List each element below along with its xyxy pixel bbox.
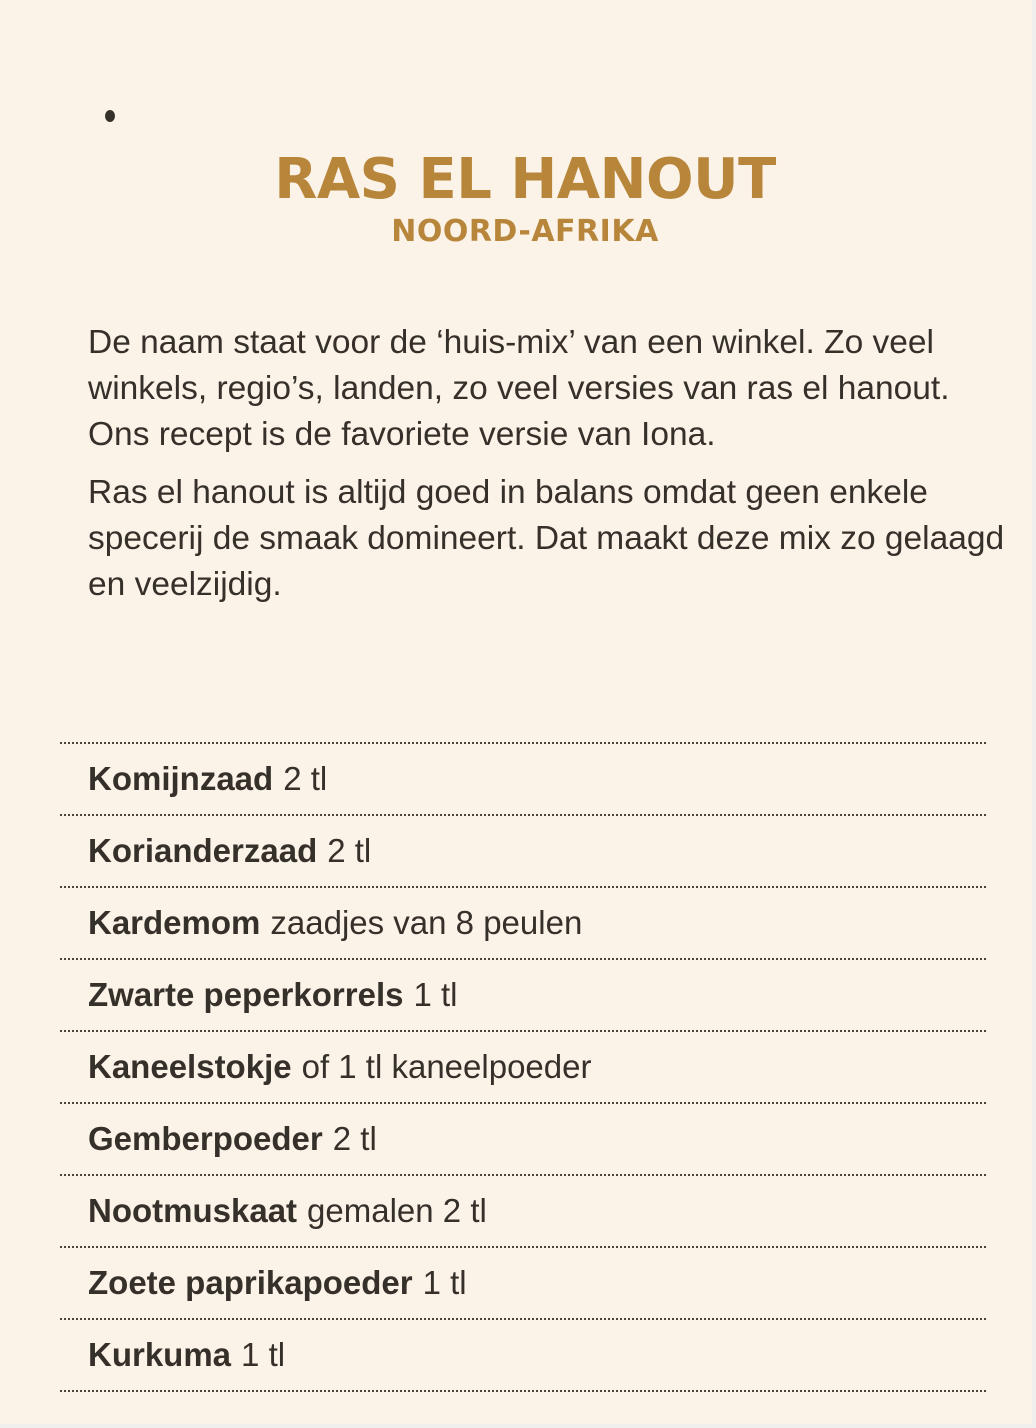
ingredient-amount: 2 tl [332, 1120, 377, 1157]
recipe-title: RAS EL HANOUT [274, 147, 776, 212]
ingredient-item [60, 816, 986, 888]
ingredient-list [60, 742, 986, 1392]
recipe-intro [88, 320, 1008, 620]
ingredient-amount: 1 tl [241, 1336, 286, 1373]
ingredient-item [60, 1248, 986, 1320]
ingredient-item [60, 960, 986, 1032]
ingredient-amount: 1 tl [413, 976, 458, 1013]
bullet-dot [105, 110, 115, 122]
ingredient-name: Korianderzaad [88, 832, 318, 869]
ingredient-amount: 1 tl [422, 1264, 467, 1301]
ingredient-amount: gemalen 2 tl [307, 1192, 487, 1229]
ingredient-name: Nootmuskaat [88, 1192, 298, 1229]
ingredient-name: Kaneelstokje [88, 1048, 292, 1085]
ingredient-name: Kurkuma [88, 1336, 232, 1373]
ingredient-item [60, 1176, 986, 1248]
ingredient-name: Kardemom [88, 904, 261, 941]
ingredient-name: Gemberpoeder [88, 1120, 323, 1157]
ingredient-item [60, 1104, 986, 1176]
ingredient-amount: 2 tl [283, 760, 328, 797]
ingredient-name: Zoete paprikapoeder [88, 1264, 413, 1301]
ingredient-item [60, 744, 986, 816]
ingredient-name: Komijnzaad [88, 760, 274, 797]
intro-paragraph: Ras el hanout is altijd goed in balans omdat geen enkele specerij de smaak domineert. Dat maakt deze mix zo gelaagd en veelzijdig. [88, 474, 1005, 603]
ingredient-item [60, 888, 986, 960]
ingredient-item [60, 1032, 986, 1104]
ingredient-name: Zwarte peperkorrels [88, 976, 404, 1013]
ingredient-amount: of 1 tl kaneelpoeder [301, 1048, 592, 1085]
ingredient-amount: zaadjes van 8 peulen [270, 904, 583, 941]
intro-paragraph: De naam staat voor de ‘huis-mix’ van een winkel. Zo veel winkels, regio’s, landen, zo veel versies van ras el hanout. Ons recept is de favoriete versie van Iona. [88, 324, 950, 453]
ingredient-amount: 2 tl [327, 832, 372, 869]
ingredient-item [60, 1320, 986, 1392]
recipe-region: NOORD-AFRIKA [391, 214, 659, 249]
